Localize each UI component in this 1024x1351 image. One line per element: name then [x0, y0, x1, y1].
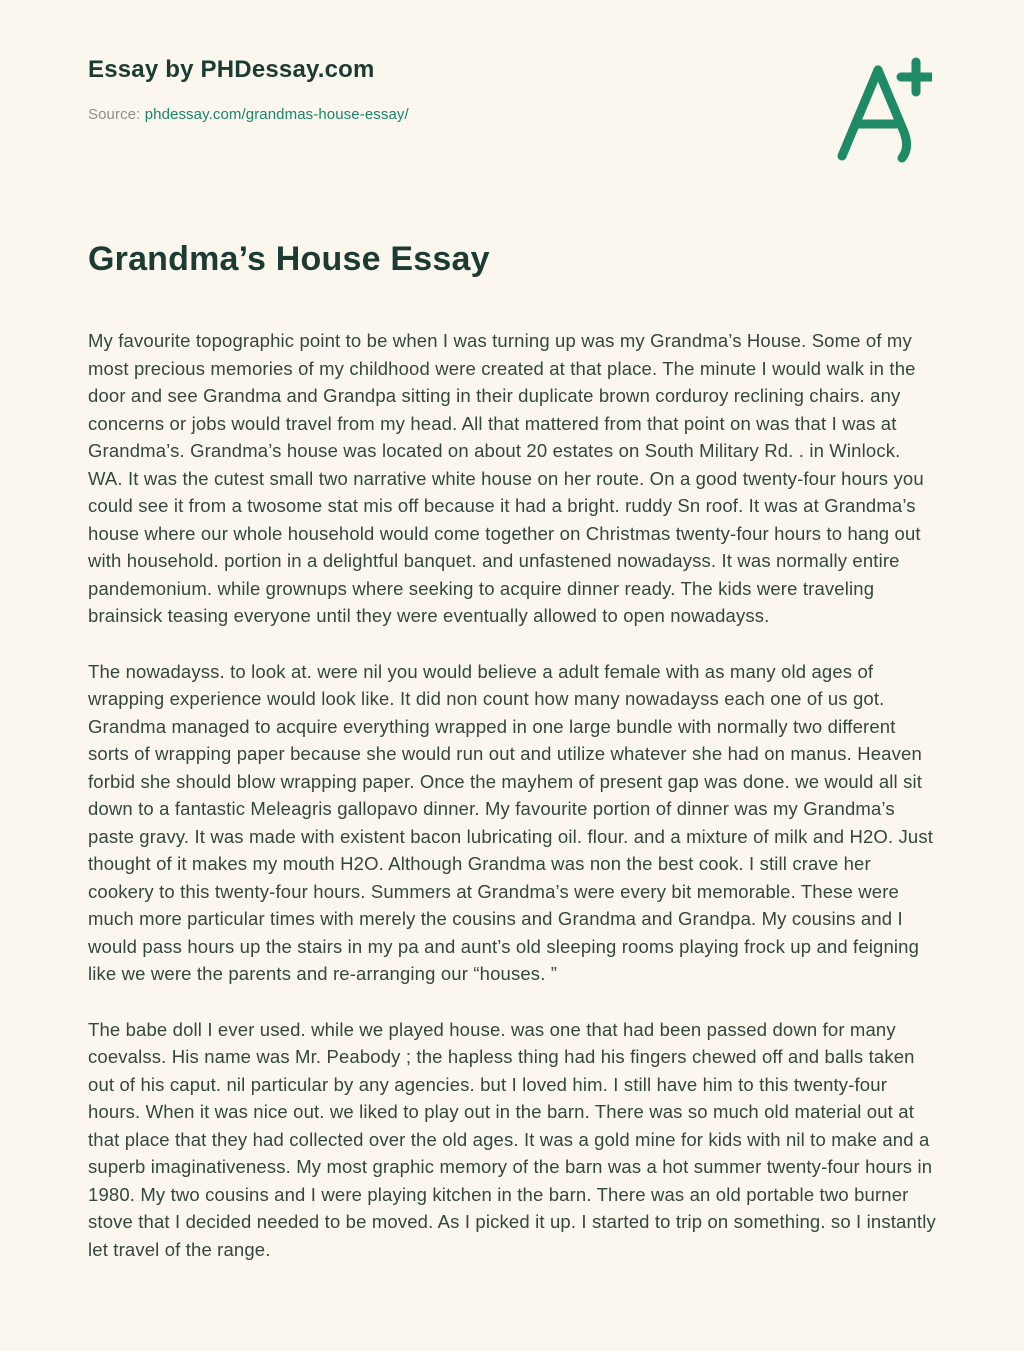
essay-paragraph-1: My favourite topographic point to be when I was turning up was my Grandma’s House. Some of my most precious memories of my childhood were created at that place. The minute I would walk in the door and see Grandma and Grandpa sitting in their duplicate brown corduroy reclining chairs. any concerns or jobs would travel from my head. All that mattered from that point on was that I was at Grandma’s. Grandma’s house was located on about 20 estates on South Military Rd. . in Winlock. WA. It was the cutest small two narrative white house on her route. On a good twenty-four hours you could see it from a twosome stat mis off because it had a bright. ruddy Sn roof. It was at Grandma’s house where our whole household would come together on Christmas twenty-four hours to hang out with household. portion in a delightful banquet. and unfastened nowadayss. It was normally entire pandemonium. while grownups where seeking to acquire dinner ready. The kids were traveling brainsick teasing everyone until they were eventually allowed to open nowadayss.: [88, 330, 924, 626]
byline: Essay by PHDessay.com: [88, 56, 375, 83]
article-title: Grandma’s House Essay: [88, 240, 490, 278]
source-line: [88, 106, 409, 123]
essay-paragraph-3: The babe doll I ever used. while we played house. was one that had been passed down for many coevalss. His name was Mr. Peabody ; the hapless thing had his fingers chewed off and balls taken out of his caput. nil particular by any agencies. but I loved him. I still have him to this twenty-four hours. When it was nice out. we liked to play out in the barn. There was so much old material out at that place that they had collected over the old ages. It was a gold mine for kids with nil to make and a superb imaginativeness. My most graphic memory of the barn was a hot summer twenty-four hours in 1980. My two cousins and I were playing kitchen in the barn. There was an old portable two burner stove that I decided needed to be moved. As I picked it up. I started to trip on something. so I instantly let travel of the range.: [88, 1018, 936, 1260]
source-link[interactable]: phdessay.com/grandmas-house-essay/: [144, 106, 409, 123]
header-text-block: [88, 52, 409, 123]
phdessay-a-plus-logo: [832, 54, 932, 166]
page-header: [88, 52, 936, 166]
essay-paragraph-2: The nowadayss. to look at. were nil you would believe a adult female with as many old ages of wrapping experience would look like. It did non count how many nowadayss each one of us got. Grandma managed to acquire everything wrapped in one large bundle with normally two different sorts of wrapping paper because she would run out and utilize whatever she had on manus. Heaven forbid she should blow wrapping paper. Once the mayhem of present gap was done. we would all sit down to a fantastic Meleagris gallopavo dinner. My favourite portion of dinner was my Grandma’s paste gravy. It was made with existent bacon lubricating oil. flour. and a mixture of milk and H2O. Just thought of it makes my mouth H2O. Although Grandma was non the best cook. I still crave her cookery to this twenty-four hours. Summers at Grandma’s were every bit memorable. These were much more particular times with merely the cousins and Grandma and Grandpa. My cousins and I would pass hours up the stairs in my pa and aunt’s old sleeping rooms playing frock up and feigning like we were the parents and re-arranging our “houses. ”: [88, 660, 934, 984]
article-body: [88, 327, 936, 1263]
source-label: Source:: [88, 106, 141, 123]
